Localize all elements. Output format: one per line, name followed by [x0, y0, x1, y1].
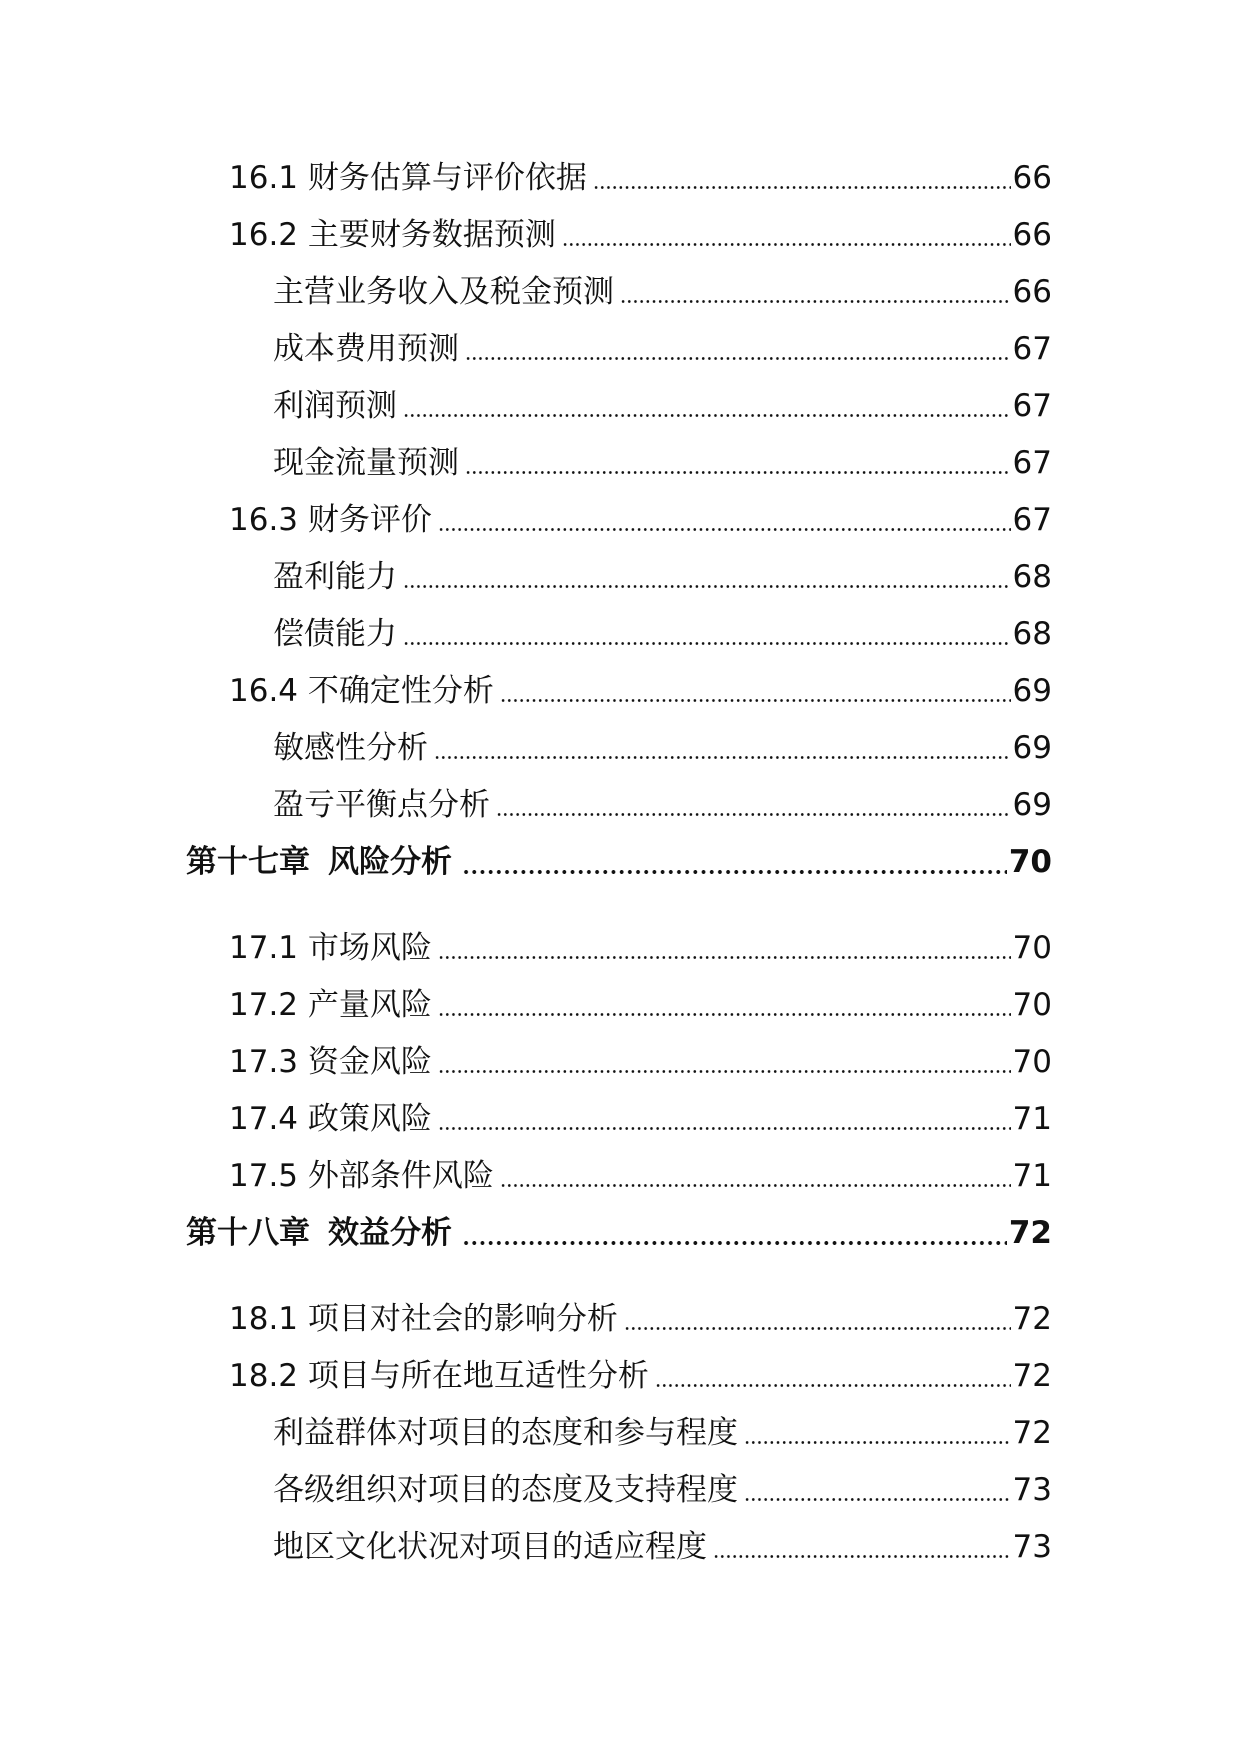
toc-entry-title: 17.2 产量风险 — [229, 987, 432, 1023]
toc-page-number: 71 — [1012, 1101, 1052, 1137]
toc-entry-title: 16.3 财务评价 — [229, 502, 432, 538]
toc-page-number: 72 — [1012, 1415, 1052, 1451]
toc-entry-title: 17.1 市场风险 — [229, 930, 432, 966]
toc-chapter-title: 第十七章 风险分析 — [186, 844, 452, 880]
toc-entry-subsection[interactable] — [273, 557, 1052, 597]
toc-leader-dots — [744, 1441, 1011, 1444]
toc-leader-dots — [438, 956, 1011, 959]
toc-entry-title: 18.1 项目对社会的影响分析 — [229, 1301, 618, 1337]
toc-entry-subsection[interactable] — [273, 785, 1052, 825]
toc-leader-dots — [438, 1013, 1011, 1016]
toc-page-number: 73 — [1012, 1529, 1052, 1565]
toc-page-number: 68 — [1012, 559, 1052, 595]
toc-leader-dots — [593, 186, 1011, 189]
toc-page-number: 69 — [1012, 730, 1052, 766]
toc-page-number: 67 — [1012, 388, 1052, 424]
toc-entry-17-5[interactable] — [229, 1156, 1052, 1196]
toc-entry-17-1[interactable] — [229, 928, 1052, 968]
toc-entry-16-4[interactable] — [229, 671, 1052, 711]
toc-leader-dots — [496, 813, 1011, 816]
toc-page-number: 71 — [1012, 1158, 1052, 1194]
toc-leader-dots — [403, 585, 1011, 588]
toc-entry-title: 利润预测 — [273, 388, 397, 424]
toc-page-number: 69 — [1012, 787, 1052, 823]
toc-entry-title: 成本费用预测 — [273, 331, 459, 367]
toc-entry-subsection[interactable] — [273, 1470, 1052, 1510]
toc-leader-dots — [438, 1127, 1011, 1130]
toc-entry-16-1[interactable] — [229, 158, 1052, 198]
toc-page-number: 66 — [1012, 274, 1052, 310]
toc-leader-dots — [562, 243, 1011, 246]
toc-leader-dots — [465, 357, 1011, 360]
toc-entry-subsection[interactable] — [273, 1413, 1052, 1453]
toc-page-number: 70 — [1012, 930, 1052, 966]
toc-page-number: 68 — [1012, 616, 1052, 652]
toc-entry-16-2[interactable] — [229, 215, 1052, 255]
toc-entry-title: 现金流量预测 — [273, 445, 459, 481]
toc-leader-dots — [462, 1241, 1007, 1245]
toc-page-number: 67 — [1012, 502, 1052, 538]
toc-entry-18-1[interactable] — [229, 1299, 1052, 1339]
toc-page-number: 66 — [1012, 217, 1052, 253]
toc-page-number: 70 — [1008, 844, 1052, 880]
toc-page-number: 73 — [1012, 1472, 1052, 1508]
toc-entry-17-3[interactable] — [229, 1042, 1052, 1082]
toc-chapter-17[interactable] — [186, 842, 1052, 882]
toc-entry-subsection[interactable] — [273, 386, 1052, 426]
toc-leader-dots — [403, 414, 1011, 417]
toc-entry-17-2[interactable] — [229, 985, 1052, 1025]
toc-page-number: 70 — [1012, 987, 1052, 1023]
toc-entry-title: 主营业务收入及税金预测 — [273, 274, 614, 310]
toc-entry-title: 17.5 外部条件风险 — [229, 1158, 494, 1194]
toc-leader-dots — [438, 528, 1011, 531]
toc-entry-17-4[interactable] — [229, 1099, 1052, 1139]
toc-page-number: 67 — [1012, 331, 1052, 367]
toc-leader-dots — [744, 1498, 1011, 1501]
toc-leader-dots — [465, 471, 1011, 474]
toc-entry-title: 偿债能力 — [273, 616, 397, 652]
toc-leader-dots — [500, 699, 1011, 702]
toc-entry-title: 盈利能力 — [273, 559, 397, 595]
toc-entry-title: 敏感性分析 — [273, 730, 428, 766]
toc-leader-dots — [713, 1555, 1011, 1558]
toc-entry-subsection[interactable] — [273, 728, 1052, 768]
toc-leader-dots — [438, 1070, 1011, 1073]
toc-entry-subsection[interactable] — [273, 1527, 1052, 1567]
toc-entry-title: 利益群体对项目的态度和参与程度 — [273, 1415, 738, 1451]
toc-entry-title: 17.4 政策风险 — [229, 1101, 432, 1137]
toc-entry-subsection[interactable] — [273, 614, 1052, 654]
toc-leader-dots — [403, 642, 1011, 645]
toc-entry-title: 17.3 资金风险 — [229, 1044, 432, 1080]
toc-entry-subsection[interactable] — [273, 443, 1052, 483]
toc-leader-dots — [620, 300, 1011, 303]
toc-page-number: 70 — [1012, 1044, 1052, 1080]
toc-entry-18-2[interactable] — [229, 1356, 1052, 1396]
toc-page-number: 66 — [1012, 160, 1052, 196]
toc-leader-dots — [500, 1184, 1011, 1187]
toc-entry-title: 16.1 财务估算与评价依据 — [229, 160, 587, 196]
toc-entry-title: 16.4 不确定性分析 — [229, 673, 494, 709]
toc-entry-title: 地区文化状况对项目的适应程度 — [273, 1529, 707, 1565]
toc-entry-title: 16.2 主要财务数据预测 — [229, 217, 556, 253]
toc-page-number: 72 — [1008, 1215, 1052, 1251]
toc-entry-title: 各级组织对项目的态度及支持程度 — [273, 1472, 738, 1508]
toc-entry-title: 盈亏平衡点分析 — [273, 787, 490, 823]
toc-leader-dots — [434, 756, 1011, 759]
toc-page-number: 72 — [1012, 1358, 1052, 1394]
toc-entry-title: 18.2 项目与所在地互适性分析 — [229, 1358, 649, 1394]
toc-leader-dots — [655, 1384, 1011, 1387]
toc-entry-subsection[interactable] — [273, 329, 1052, 369]
toc-chapter-18[interactable] — [186, 1213, 1052, 1253]
toc-page-number: 67 — [1012, 445, 1052, 481]
toc-leader-dots — [462, 870, 1007, 874]
toc-leader-dots — [624, 1327, 1011, 1330]
toc-chapter-title: 第十八章 效益分析 — [186, 1215, 452, 1251]
toc-page-number: 72 — [1012, 1301, 1052, 1337]
toc-entry-16-3[interactable] — [229, 500, 1052, 540]
toc-entry-subsection[interactable] — [273, 272, 1052, 312]
toc-page-number: 69 — [1012, 673, 1052, 709]
